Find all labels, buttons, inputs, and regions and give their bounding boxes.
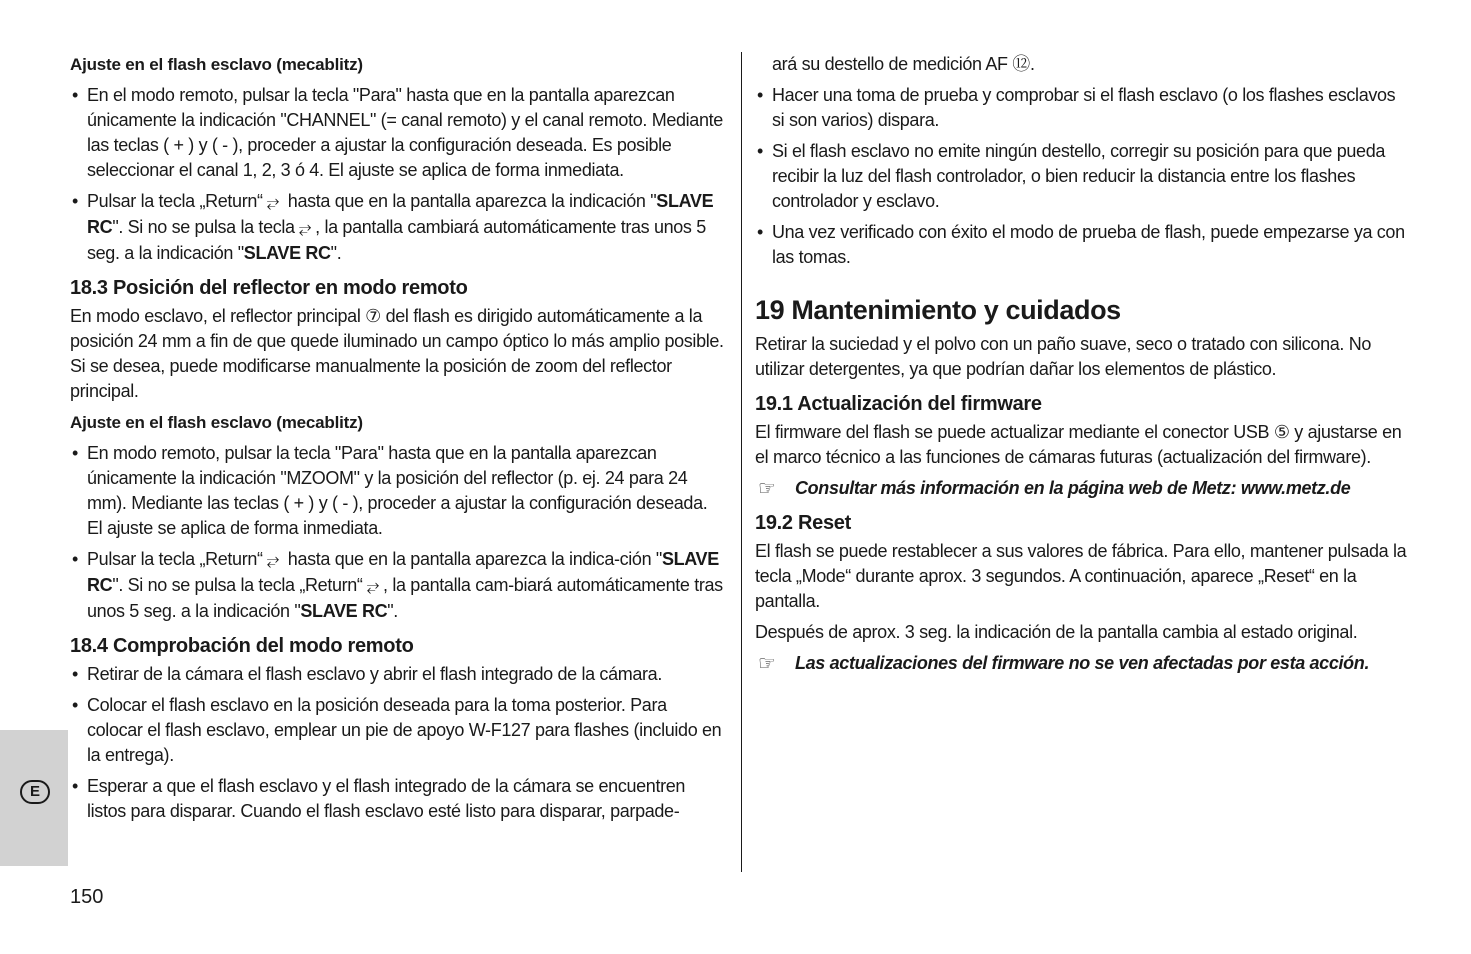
return-key-icon: ⥂ (298, 220, 312, 237)
column-divider (741, 52, 742, 872)
subheading-slave-setting: Ajuste en el flash esclavo (mecablitz) (70, 413, 363, 432)
reference-number-12: ⑫ (1012, 54, 1030, 74)
note-website: ☞ Consultar más información en la página web de Metz: www.metz.de (758, 478, 1351, 500)
display-label: SLAVE RC (300, 601, 388, 621)
list-item: • Pulsar la tecla „Return“ ⥂ hasta que en la pantalla aparezca la indica-ción "SLAVE RC". Si no se pulsa la tecla „Return“ ⥂ , la pantalla cam-biará automáticamente tras unos 5 seg. a la indicación "SLAVE RC". (70, 547, 726, 624)
paragraph-firmware: El firmware del flash se puede actualizar mediante el conector USB ⑤ y ajustarse en el marco técnico a las funciones de cámaras futuras (actualización del firmware). (755, 422, 1402, 467)
paragraph-reset-after: Después de aprox. 3 seg. la indicación de la pantalla cambia al estado original. (755, 622, 1358, 642)
list-item: • En modo remoto, pulsar la tecla "Para" hasta que en la pantalla aparezcan únicamente la indicación "MZOOM" y la posición del reflector (p. ej. 24 para 24 mm). Mediante las teclas ( + ) y ( - ), proceder a ajustar la configuración deseada. El ajuste se aplica de forma inmediata. (70, 441, 726, 541)
left-column (70, 52, 726, 830)
language-tab (0, 730, 68, 866)
pointing-hand-icon: ☞ (758, 478, 776, 500)
return-key-icon: ⥂ (266, 194, 280, 211)
continued-text: ará su destello de medición AF ⑫. (772, 54, 1035, 74)
display-label: SLAVE RC (87, 549, 719, 595)
page-number: 150 (70, 886, 104, 908)
bullet-list-test (70, 662, 726, 824)
heading-19-1: 19.1 Actualización del firmware (755, 393, 1042, 415)
list-item: • Pulsar la tecla „Return“ ⥂ hasta que en la pantalla aparezca la indicación "SLAVE RC". Si no se pulsa la tecla ⥂ , la pantalla cambiará automáticamente tras unos 5 seg. a la indicación "SLAVE RC". (70, 189, 726, 266)
display-label: SLAVE RC (87, 191, 714, 237)
heading-18-4: 18.4 Comprobación del modo remoto (70, 635, 414, 657)
paragraph-reflector: En modo esclavo, el reflector principal ⑦ del flash es dirigido automáticamente a la posición 24 mm a fin de que quede iluminado un campo óptico lo más amplio posible. Si se desea, puede modificarse manualmente la posición de zoom del reflector principal. (70, 306, 724, 401)
reference-number-5: ⑤ (1273, 422, 1290, 442)
pointing-hand-icon: ☞ (758, 653, 776, 675)
return-key-icon: ⥂ (266, 552, 280, 569)
right-column (755, 52, 1411, 684)
heading-18-3: 18.3 Posición del reflector en modo remoto (70, 277, 468, 299)
list-item: • Si el flash esclavo no emite ningún destello, corregir su posición para que pueda recibir la luz del flash controlador, o bien reducir la distancia entre los flashes controlador y esclavo. (755, 139, 1411, 214)
subheading-slave-setting: Ajuste en el flash esclavo (mecablitz) (70, 55, 363, 74)
list-item: • Una vez verificado con éxito el modo de prueba de flash, puede empezarse ya con las tomas. (755, 220, 1411, 270)
list-item: • Esperar a que el flash esclavo y el flash integrado de la cámara se encuentren listos para disparar. Cuando el flash esclavo esté listo para disparar, parpade- (70, 774, 726, 824)
list-item: • Retirar de la cámara el flash esclavo y abrir el flash integrado de la cámara. (70, 662, 726, 687)
bullet-list-channel (70, 83, 726, 266)
heading-19-2: 19.2 Reset (755, 512, 851, 534)
list-item: • En el modo remoto, pulsar la tecla "Para" hasta que en la pantalla aparezcan únicamente la indicación "CHANNEL" (= canal remoto) y el canal remoto. Mediante las teclas ( + ) y ( - ), proceder a ajustar la configuración deseada. Es posible seleccionar el canal 1, 2, 3 ó 4. El ajuste se aplica de forma inmediata. (70, 83, 726, 183)
paragraph-reset: El flash se puede restablecer a sus valores de fábrica. Para ello, mantener pulsada la tecla „Mode“ durante aprox. 3 segundos. A continuación, aparece „Reset“ en la pantalla. (755, 541, 1407, 611)
bullet-list-zoom (70, 441, 726, 624)
language-e-icon: E (20, 780, 50, 804)
bullet-list-test-cont (755, 83, 1411, 270)
list-item: • Hacer una toma de prueba y comprobar si el flash esclavo (o los flashes esclavos si son varios) dispara. (755, 83, 1411, 133)
paragraph-maintenance: Retirar la suciedad y el polvo con un paño suave, seco o tratado con silicona. No utilizar detergentes, ya que podrían dañar los elementos de plástico. (755, 334, 1372, 379)
reference-number-7: ⑦ (365, 306, 381, 326)
heading-19: 19 Mantenimiento y cuidados (755, 295, 1121, 325)
list-item: • Colocar el flash esclavo en la posición deseada para la toma posterior. Para colocar el flash esclavo, emplear un pie de apoyo W-F127 para flashes (incluido en la entrega). (70, 693, 726, 768)
display-label: SLAVE RC (243, 243, 331, 263)
return-key-icon: ⥂ (366, 578, 380, 595)
note-firmware-unaffected: ☞ Las actualizaciones del firmware no se ven afectadas por esta acción. (758, 653, 1370, 675)
